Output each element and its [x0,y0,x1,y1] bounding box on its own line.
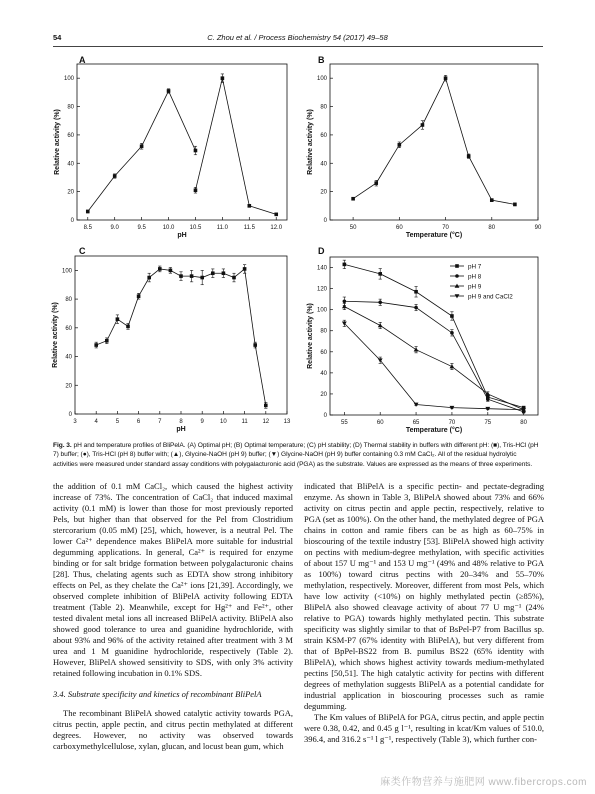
panel-a-x-tick-label: 11.0 [216,225,229,231]
panel-b-y-tick-label: 60 [320,132,327,139]
panel-b-y-tick-label: 0 [323,218,327,224]
panel-a-data-point [194,188,198,192]
panel-a-series-line [88,91,196,212]
panel-c-series-line [96,269,266,405]
panel-c-x-tick-label: 3 [73,419,77,425]
panel-b-y-tick-label: 20 [320,189,327,196]
panel-c-x-tick-label: 13 [283,419,291,425]
panel-c-x-tick-label: 8 [179,419,183,425]
panel-b-data-point [513,203,517,207]
figure-caption [53,441,543,469]
panel-c-x-axis-label: pH [176,426,186,433]
panel-a-x-tick-label: 10.5 [189,225,202,231]
panel-c-x-tick-label: 7 [158,419,162,425]
panel-c-data-point [232,276,236,280]
panel-a-x-tick-label: 9.0 [110,225,119,231]
panel-d-legend-label: pH 8 [468,273,482,281]
panel-c-data-point [94,343,98,347]
panel-c-data-point [200,276,204,280]
left-paragraph-1: the addition of 0.1 mM CaCl₂, which caused the highest activity increase of 73%. The concentration of CaCl₂ that induced maximal activity (0.1 mM) is lower than those for most previously reported Pels, but higher than that observed for the Pel from Clostridium stercorarium (0.05 mM) [25], which, however, is a neutral Pel. The lower Ca²⁺ dependence makes BliPelA more suitable for industrial degumming applications. In general, Ca²⁺ is required for enzyme binding or for salt bridge formation between polygalacturonic chains [28]. Thus, chelating agents such as EDTA show strong inhibitory effects on Pel, as they chelate the Ca²⁺ ions [21,39]. Accordingly, we observed complete inhibition of BliPelA activity following EDTA treatment (Table 2). Meanwhile, except for Hg²⁺ and Fe²⁺, other tested divalent metal ions all increased BliPelA activity. BliPelA also showed good tolerance to urea and guanidine hydrochloride, with about 93% and 96% of the activity retained after treatment with 3 M urea and 1 M guanidine hydrochloride, respectively (Table 2). However, BliPelA showed sensitivity to SDS, with only 3% activity retained following incubation in 0.1% SDS. [53,481,293,678]
panel-d-data-point [414,290,418,294]
panel-d-x-tick-label: 65 [412,420,420,426]
panel-d-data-point [378,323,383,327]
panel-d-y-tick-label: 0 [323,413,327,419]
panel-c-x-tick-label: 10 [220,419,227,425]
panel-b-data-point [374,181,378,185]
panel-d-series-line [344,323,523,409]
panel-d-data-point [378,300,382,304]
panel-c-y-tick-label: 40 [65,354,72,361]
panel-a-data-point [140,144,144,148]
watermark: 麻类作物营养与施肥网 www.fibercrops.com [380,777,587,788]
panel-a-x-tick-label: 11.5 [243,225,255,231]
panel-d-y-tick-label: 60 [320,349,327,356]
panel-a-y-tick-label: 100 [63,76,74,83]
panel-c-data-point [105,339,109,343]
panel-d-data-point [378,272,382,276]
panel-c-data-point [116,317,120,321]
panel-c-data-point [264,404,268,408]
panel-d-legend-label: pH 7 [468,263,482,271]
caption-text: pH and temperature profiles of BliPelA. (A) Optimal pH; (B) Optimal temperature; (C) pH stability; (D) Thermal stability in buffers with different pH: (■), Tris-HCl (pH 7) buffer; (●), Tris-HCl (pH 8) buffer with; (▲), Glycine-NaOH (pH 9) buffer; (▼) Glycine-NaOH (pH 9) buffer containing 0.3 mM CaCl₂. All of the residual hydrolytic activities were measured under standard assay conditions with polygalacturonic acid (PGA) as the substrate. Values are expressed as the means of three experiments. [53,442,539,468]
panel-d-data-point [343,299,347,303]
panel-a-data-point [221,76,225,80]
panel-d-legend-label: pH 9 [468,283,482,291]
panel-d-data-point [450,331,454,335]
panel-d-series-line [344,301,523,412]
panel-b-x-axis-label: Temperature (°C) [405,232,463,239]
panel-a-data-point [274,213,278,217]
panel-c-data-point [158,267,162,271]
panel-c-y-tick-label: 100 [61,268,72,275]
panel-d-y-axis-label: Relative activity (%) [307,303,314,369]
panel-c-x-tick-label: 5 [115,419,120,425]
panel-b-y-axis-label: Relative activity (%) [307,109,314,175]
panel-c-x-tick-label: 4 [94,419,98,425]
panel-a-y-tick-label: 80 [67,104,74,111]
panel-d-y-tick-label: 100 [316,307,327,314]
panel-b-data-point [444,76,448,80]
panel-d-data-point [414,347,419,351]
panel-d-data-point [343,263,347,267]
panel-d-legend-marker [455,274,459,278]
panel-c-x-tick-label: 6 [136,419,141,425]
panel-a-y-tick-label: 40 [67,161,74,168]
panel-d-legend-label: pH 9 and CaCl2 [468,293,513,301]
panel-b-y-tick-label: 40 [320,161,327,168]
section-heading: 3.4. Substrate specificity and kinetics of recombinant BliPelA [53,689,262,699]
panel-c-y-tick-label: 20 [65,383,72,390]
panel-a-y-tick-label: 0 [70,218,74,224]
panel-d-y-tick-label: 20 [320,391,327,398]
panel-c-data-point [137,294,141,298]
panel-c-data-point [222,271,226,275]
journal-reference: C. Zhou et al. / Process Biochemistry 54 (2017) 49–58 [207,33,388,42]
panel-c-data-point [169,269,173,273]
panel-d-x-tick-label: 80 [520,420,527,426]
panel-c-x-tick-label: 11 [241,419,248,425]
panel-d-data-point [450,314,454,318]
panel-d-x-tick-label: 75 [484,420,492,426]
panel-a-frame [77,64,287,220]
panel-d-x-tick-label: 55 [341,420,348,426]
panel-c-data-point [179,274,183,278]
panel-d-legend-marker [455,264,459,268]
panel-c-data-point [211,271,215,275]
panel-c-data-point [253,343,257,347]
panel-b-data-point [490,198,494,202]
panel-d-data-point [342,304,347,308]
right-paragraph-2: The Km values of BliPelA for PGA, citrus pectin, and apple pectin were 0.38, 0.42, and 0.45 g l⁻¹, resulting in kcat/Km values of 510.0, 396.4, and 316.2 s⁻¹ l g⁻¹, respectively (Table 3), which further con- [304,712,544,744]
right-column [304,481,544,745]
panel-b-data-point [351,197,355,201]
panel-a-x-tick-label: 12.0 [270,225,283,231]
right-paragraph-1: indicated that BliPelA is a specific pectin- and pectate-degrading enzyme. As shown in Table 3, BliPelA showed about 73% and 66% activity on citrus pectin and apple pectin, respectively, relative to PGA (set as 100%). On the other hand, the methylated degree of PGA chains in cotton and ramie fibers can be as high as 60–75% in bioscouring of the textile industry [53]. BliPelA showed high activity on pectins with medium-degree methylation, with specific activities of about 157 U mg⁻¹ and 153 U mg⁻¹ (49% and 48% relative to PGA as 100%) toward citrus pectins with 20–34% and 55–70% methylation, respectively. Moreover, different from most Pels, which have low activity (<10%) on highly methylated pectin (≥85%), BliPelA also showed cleavage activity of about 77 U mg⁻¹ (24% relative to PGA) towards highly methylated pectin. This substrate specificity was slightly similar to that of BsPel-P7 from Bacillus sp. strain KSM-P7 (67% identity with BliPelA), but very different from that of BpPel-BS22 from B. pumilus BS22 (65% identity with BliPelA), which shows highest activity towards medium-methylated pectins [50,51]. The high catalytic activity for pectins with different degrees of methylation suggests BliPelA as a potential candidate for industrial application in bioscouring processes such as ramie degumming. [304,481,544,711]
panel-c-letter: C [79,246,86,256]
panel-b-x-tick-label: 50 [349,225,357,231]
panel-a-y-axis-label: Relative activity (%) [54,109,61,175]
left-column [53,481,293,752]
panel-d-frame [330,257,538,415]
panel-c-data-point [243,267,247,271]
panel-d-x-axis-label: Temperature (°C) [405,427,463,434]
panel-c-x-tick-label: 12 [262,419,270,425]
page-number: 54 [53,33,62,42]
panel-a-series-line [195,78,276,214]
panel-a-data-point [194,149,198,153]
panel-b-series-line [353,78,515,204]
panel-c-x-tick-label: 9 [200,419,204,425]
panel-a-x-axis-label: pH [177,232,187,239]
panel-b-frame [330,64,538,220]
panel-d-series-line [344,264,523,407]
panel-a-data-point [248,204,252,208]
panel-c-y-tick-label: 60 [65,325,72,332]
caption-label: Fig. 3. [53,442,72,449]
panel-a-x-tick-label: 8.5 [83,225,92,231]
panel-b-x-tick-label: 80 [488,225,496,231]
panel-a-y-tick-label: 20 [67,189,74,196]
panel-b-x-tick-label: 90 [534,225,542,231]
panel-b-data-point [398,143,402,147]
panel-a-y-tick-label: 60 [67,132,74,139]
panel-c-y-tick-label: 80 [65,297,72,304]
panel-b-data-point [467,154,471,158]
panel-d-x-tick-label: 60 [376,420,384,426]
panel-b-x-tick-label: 60 [395,225,403,231]
panel-a-x-tick-label: 9.5 [137,225,146,231]
panel-d-x-tick-label: 70 [448,420,456,426]
panel-d-data-point [450,364,455,368]
panel-d-y-tick-label: 120 [316,286,327,293]
panel-a-data-point [86,210,90,214]
panel-d-letter: D [318,246,325,256]
panel-c-data-point [147,276,151,280]
panel-d-y-tick-label: 80 [320,328,327,335]
panel-b-y-tick-label: 80 [320,104,327,111]
panel-d-y-tick-label: 140 [316,265,327,272]
panel-d-data-point [414,306,418,310]
panel-d-y-tick-label: 40 [320,370,327,377]
panel-c-data-point [190,274,194,278]
panel-d-series-line [344,307,523,410]
panel-b-y-tick-label: 100 [316,76,327,83]
panel-a-data-point [167,89,171,93]
panel-c-y-tick-label: 0 [68,412,72,418]
panel-b-letter: B [318,55,325,65]
panel-a-letter: A [79,55,86,65]
panel-a-data-point [113,174,117,178]
panel-c-data-point [126,325,130,329]
panel-d-data-point [486,397,490,401]
panel-b-data-point [421,123,425,127]
panel-b-x-tick-label: 70 [442,225,449,231]
left-paragraph-2: The recombinant BliPelA showed catalytic activity towards PGA, citrus pectin, apple pectin, and citrus pectin methylated at different degrees. However, no activity was observed towards carboxymethylcellulose, xylan, glucan, and locust bean gum, which [53,708,293,751]
panel-a-x-tick-label: 10.0 [162,225,175,231]
panel-c-y-axis-label: Relative activity (%) [52,302,59,368]
